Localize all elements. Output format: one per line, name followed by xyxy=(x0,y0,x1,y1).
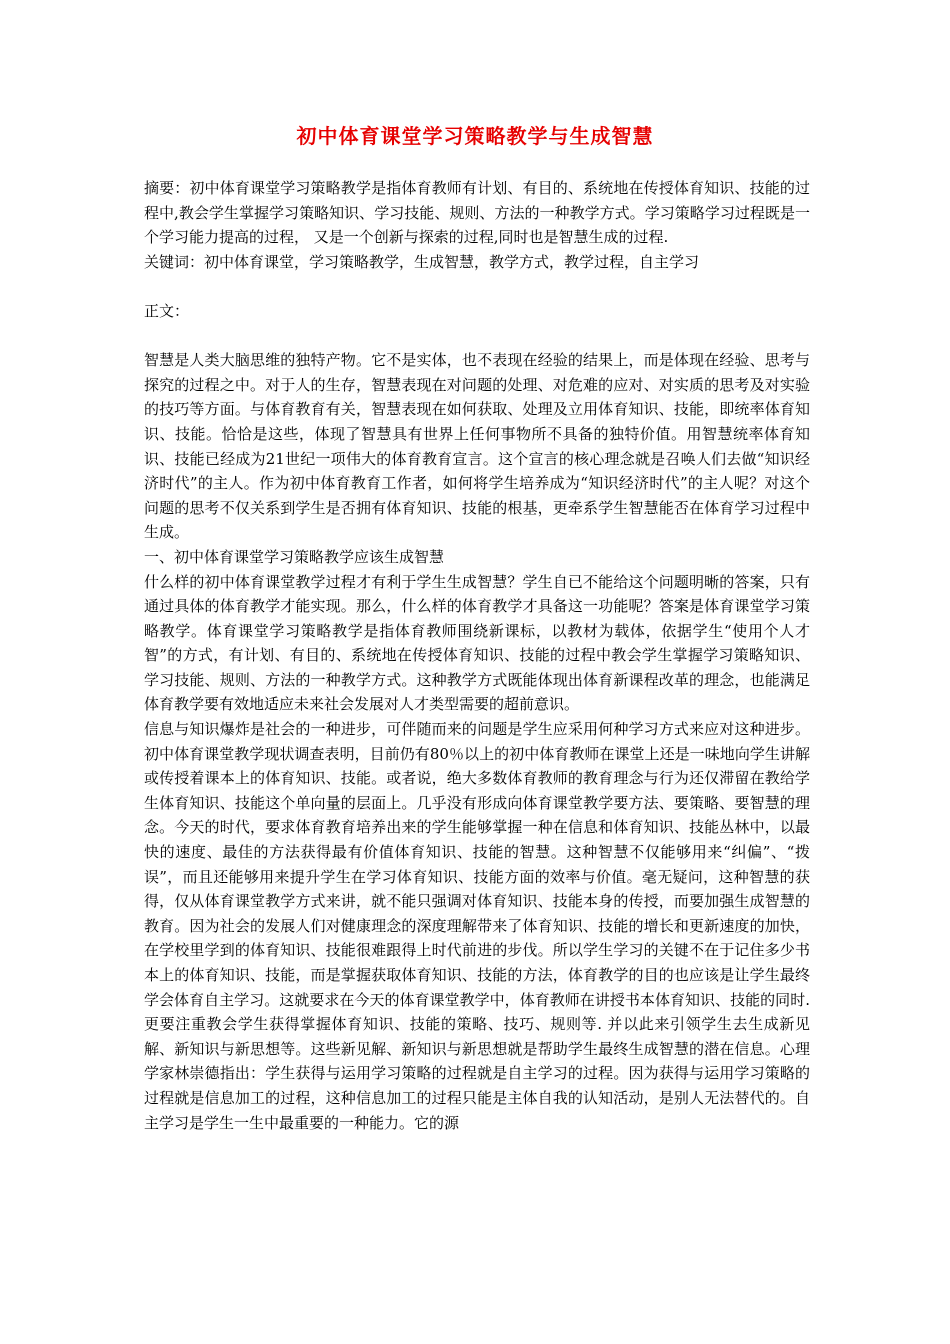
body-paragraph: 智慧是人类大脑思维的独特产物。它不是实体，也不表现在经验的结果上，而是体现在经验、思考与探究的过程之中。对于人的生存，智慧表现在对问题的处理、对危难的应对、对实质的思考及对实验的技巧等方面。与体育教育有关，智慧表现在如何获取、处理及立用体育知识、技能，即统率体育知识、技能。恰恰是这些，体现了智慧具有世界上任何事物所不具备的独特价值。用智慧统率体育知识、技能已经成为21世纪一项伟大的体育教育宣言。这个宣言的核心理念就是召唤人们去做“知识经济时代”的主人。作为初中体育教育工作者，如何将学生培养成为“知识经济时代”的主人呢？对这个问题的思考不仅关系到学生是否拥有体育知识、技能的根基，更牵系学生智慧能否在体育学习过程中生成。 xyxy=(144,351,810,542)
blank-line xyxy=(144,274,810,299)
body-label: 正文： xyxy=(144,301,190,320)
blank-line xyxy=(144,324,810,349)
document-body xyxy=(144,176,810,1135)
section-heading: 一、初中体育课堂学习策略教学应该生成智慧 xyxy=(144,547,445,566)
abstract-paragraph: 摘要：初中体育课堂学习策略教学是指体育教师有计划、有目的、系统地在传授体育知识、技能的过程中,教会学生掌握学习策略知识、学习技能、规则、方法的一种教学方式。学习策略学习过程既是一个学习能力提高的过程， 又是一个创新与探索的过程,同时也是智慧生成的过程. xyxy=(144,179,810,247)
keywords-line: 关键词：初中体育课堂，学习策略教学，生成智慧，教学方式，教学过程，自主学习 xyxy=(144,252,700,271)
body-paragraph: 信息与知识爆炸是社会的一种进步，可伴随而来的问题是学生应采用何种学习方式来应对这种进步。初中体育课堂教学现状调查表明，目前仍有80％以上的初中体育教师在课堂上还是一味地向学生讲解或传授着课本上的体育知识、技能。或者说，绝大多数体育教师的教育理念与行为还仅滞留在教给学生体育知识、技能这个单向量的层面上。几乎没有形成向体育课堂教学要方法、要策略、要智慧的理念。今天的时代，要求体育教育培养出来的学生能够掌握一种在信息和体育知识、技能丛林中，以最快的速度、最佳的方法获得最有价值体育知识、技能的智慧。这种智慧不仅能够用来“纠偏”、“拨误”，而且还能够用来提升学生在学习体育知识、技能方面的效率与价值。毫无疑问，这种智慧的获得，仅从体育课堂教学方式来讲，就不能只强调对体育知识、技能本身的传授，而要加强生成智慧的教育。因为社会的发展人们对健康理念的深度理解带来了体育知识、技能的增长和更新速度的加快，在学校里学到的体育知识、技能很难跟得上时代前进的步伐。所以学生学习的关键不在于记住多少书本上的体育知识、技能，而是掌握获取体育知识、技能的方法，体育教学的目的也应该是让学生最终学会体育自主学习。这就要求在今天的体育课堂教学中，体育教师在讲授书本体育知识、技能的同时. 更要注重教会学生获得掌握体育知识、技能的策略、技巧、规则等. 并以此来引领学生去生成新见解、新知识与新思想等。这些新见解、新知识与新思想就是帮助学生最终生成智慧的潜在信息。心理学家林崇德指出：学生获得与运用学习策略的过程就是自主学习的过程。因为获得与运用学习策略的过程就是信息加工的过程，这种信息加工的过程只能是主体自我的认知活动，是别人无法替代的。自主学习是学生一生中最重要的一种能力。它的源 xyxy=(144,720,810,1132)
document-title: 初中体育课堂学习策略教学与生成智慧 xyxy=(296,124,654,148)
body-paragraph: 什么样的初中体育课堂教学过程才有利于学生生成智慧？学生自已不能给这个问题明晰的答案，只有通过具体的体育教学才能实现。那么，什么样的体育教学才具备这一功能呢？答案是体育课堂学习策略教学。体育课堂学习策略教学是指体育教师围绕新课标，以教材为载体，依据学生“使用个人才智”的方式，有计划、有目的、系统地在传授体育知识、技能的过程中教会学生掌握学习策略知识、学习技能、规则、方法的一种教学方式。这种教学方式既能体现出体育新课程改革的理念，也能满足体育教学要有效地适应未来社会发展对人才类型需要的超前意识。 xyxy=(144,572,810,714)
